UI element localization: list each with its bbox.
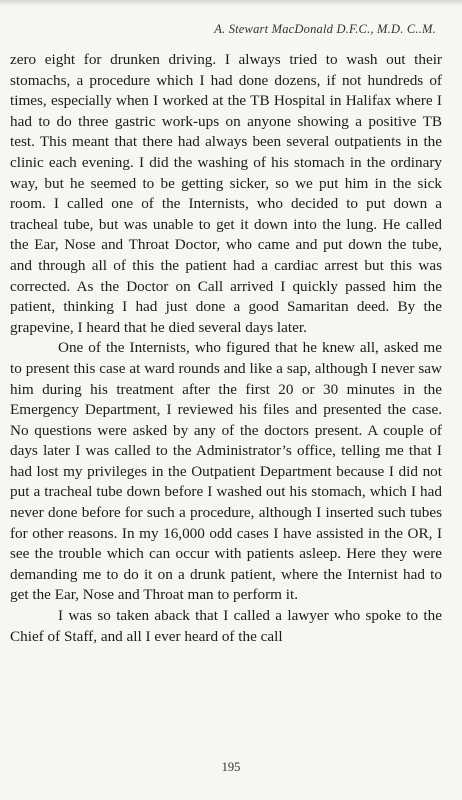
paragraph-continued: zero eight for drunken driving. I always tried to wash out their stomachs, a procedure which I had done dozens, if not hundreds of times, especially when I worked at the TB Hospital in Halifax where I had to do three gastric work-ups on anyone showing a positive TB test. This meant that there had always been several outpatients in the clinic each evening. I did the washing of his stomach in the ordinary way, but he seemed to be getting sicker, so we put him in the sick room. I called one of the Internists, who decided to put down a tracheal tube, but was unable to get it down into the lung. He called the Ear, Nose and Throat Doctor, who came and put down the tube, and through all of this the patient had a cardiac arrest but this was corrected. As the Doctor on Call arrived I quickly passed him the patient, thinking I had just done a good Samaritan deed. By the grapevine, I heard that he died several days later. bbox=[10, 51, 442, 336]
page-top-edge bbox=[0, 0, 462, 6]
page-number: 195 bbox=[221, 760, 241, 774]
paragraph-lawyer: I was so taken aback that I called a lawyer who spoke to the Chief of Staff, and all I ever heard of the call bbox=[10, 607, 442, 645]
paragraph-internists: One of the Internists, who figured that he knew all, asked me to present this case at ward rounds and like a sap, although I never saw him during his treatment after the first 20 or 30 minutes in the Emergency Department, I reviewed his files and presented the case. No questions were asked by any of the doctors present. A couple of days later I was called to the Administrator’s office, telling me that I had lost my privileges in the Outpatient Department because I did not put a tracheal tube down before I washed out his stomach, which I had never done before for such a procedure, although I inserted such tubes for other reasons. In my 16,000 odd cases I have assisted in the OR, I see the trouble which can occur with patients asleep. Here they were demanding me to do it on a drunk patient, where the Internist had to get the Ear, Nose and Throat man to perform it. bbox=[10, 339, 442, 604]
running-header: A. Stewart MacDonald D.F.C., M.D. C..M. bbox=[214, 22, 436, 36]
page-body bbox=[10, 50, 442, 647]
